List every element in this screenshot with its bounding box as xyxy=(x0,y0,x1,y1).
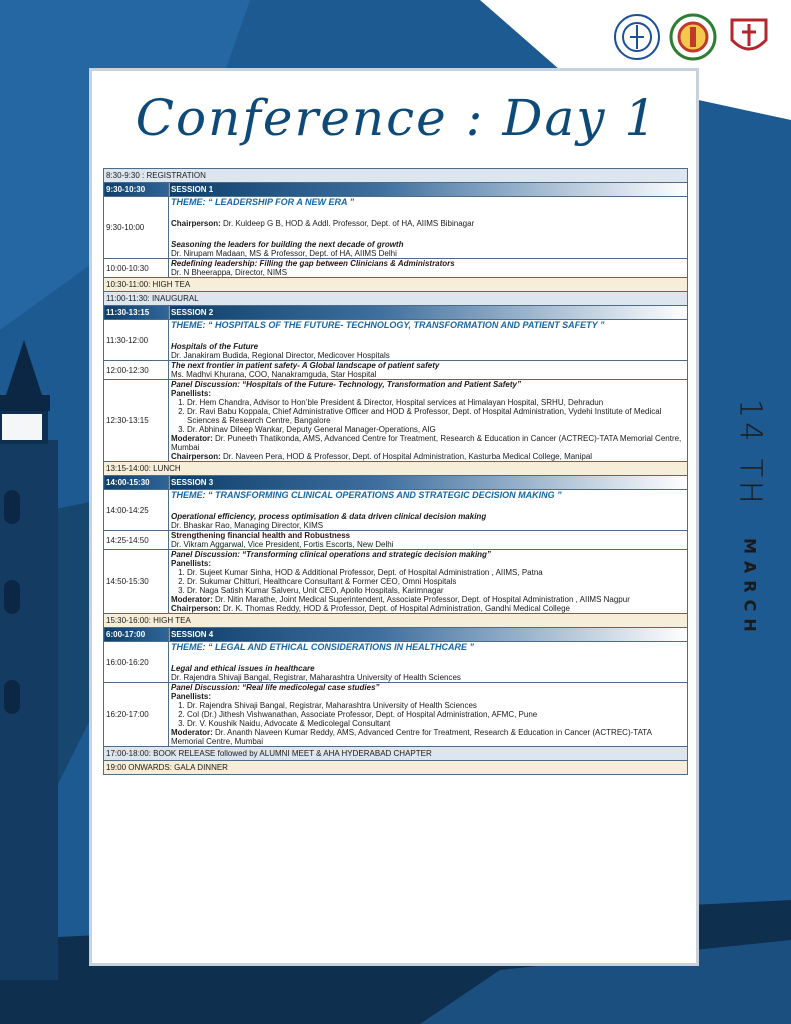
session-3-talk-2: 14:25-14:50 Strengthening financial health and Robustness Dr. Vikram Aggarwal, Vice President, Fortis Escorts, New Delhi xyxy=(104,531,688,550)
session-3-theme: THEME: “ TRANSFORMING CLINICAL OPERATIONS AND STRATEGIC DECISION MAKING ” xyxy=(171,490,562,500)
panellist-list: 1. Dr. Sujeet Kumar Sinha, HOD & Additional Professor, Dept. of Hospital Administration , AIIMS, Patna 2. Dr. Sukumar Chitturi, Healthcare Consultant & Former CEO, Omni Hospitals 3. Dr. Naga Satish Kumar Salveru, Unit CEO, Apollo Hospitals, Karimnagar xyxy=(171,568,685,595)
session-4-theme: THEME: “ LEGAL AND ETHICAL CONSIDERATIONS IN HEALTHCARE ” xyxy=(171,642,475,652)
panellist-list: 1. Dr. Hem Chandra, Advisor to Hon’ble President & Director, Hospital services at Himalayan Hospital, SRHU, Dehradun 2. Dr. Ravi Babu Koppala, Chief Administrative Officer and HOD & Professor, Dept. of Hospital Administration, Vydehi Institute of Medical Sciences & Research Centre, Bangalore 3. Dr. Abhinav Dileep Wankar, Deputy General Manager-Operations, AIG xyxy=(171,398,685,434)
session-1-theme: THEME: “ LEADERSHIP FOR A NEW ERA ” xyxy=(171,197,355,207)
inaugural-row: 11:00-11:30: INAUGURAL xyxy=(104,292,688,306)
session-4-panel: 16:20-17:00 Panel Discussion: “Real life medicolegal case studies” Panellists: 1. Dr. Rajendra Shivaji Bangal, Registrar, Maharashtra University of Health Sciences 2. Col (Dr.) Jithesh Vishwanathan, Associate Professor, Dept. of Hospital Administration, AFMC, Pune 3. Dr. V. Koushik Naidu, Advocate & Medicolegal Consultant Moderator: Dr. Ananth Naveen Kumar Reddy, AMS, Advanced Centre for Treatment, Research & Education in Cancer (ACTREC)-TATA Memorial Centre, Mumbai xyxy=(104,683,688,747)
association-emblem-icon xyxy=(668,12,718,62)
session-2-theme: THEME: “ HOSPITALS OF THE FUTURE- TECHNOLOGY, TRANSFORMATION AND PATIENT SAFETY ” xyxy=(171,320,605,330)
session-2-talk-2: 12:00-12:30 The next frontier in patient safety- A Global landscape of patient safety Ms. Madhvi Khurana, COO, Nanakramguda, Star Hospital xyxy=(104,361,688,380)
date-day: 14 TH xyxy=(732,398,768,508)
session-2-talk-1: 11:30-12:00 THEME: “ HOSPITALS OF THE FUTURE- TECHNOLOGY, TRANSFORMATION AND PATIENT SAFETY ” Hospitals of the Future Dr. Janakiram Budida, Regional Director, Medicover Hospitals xyxy=(104,320,688,361)
lunch-row: 13:15-14:00: LUNCH xyxy=(104,462,688,476)
logo-strip xyxy=(612,12,782,66)
session-3-panel: 14:50-15:30 Panel Discussion: “Transforming clinical operations and strategic decision making” Panellists: 1. Dr. Sujeet Kumar Sinha, HOD & Additional Professor, Dept. of Hospital Administration , AIIMS, Patna 2. Dr. Sukumar Chitturi, Healthcare Consultant & Former CEO, Omni Hospitals 3. Dr. Naga Satish Kumar Salveru, Unit CEO, Apollo Hospitals, Karimnagar Moderator: Dr. Nitin Marathe, Joint Medical Superintendent, Associate Professor, Dept. of Hospital Administration , AIIMS Nagpur Chairperson: Dr. K. Thomas Reddy, HOD & Professor, Dept. of Hospital Administration, Gandhi Medical College xyxy=(104,550,688,614)
gala-dinner-row: 19:00 ONWARDS: GALA DINNER xyxy=(104,761,688,775)
high-tea-row: 15:30-16:00: HIGH TEA xyxy=(104,614,688,628)
session-4-talk-1: 16:00-16:20 THEME: “ LEGAL AND ETHICAL CONSIDERATIONS IN HEALTHCARE ” Legal and ethical issues in healthcare Dr. Rajendra Shivaji Bangal, Registrar, Maharashtra University of Health Sciences xyxy=(104,642,688,683)
panellist-list: 1. Dr. Rajendra Shivaji Bangal, Registrar, Maharashtra University of Health Sciences 2. Col (Dr.) Jithesh Vishwanathan, Associate Professor, Dept. of Hospital Administration, AFMC, Pune 3. Dr. V. Koushik Naidu, Advocate & Medicolegal Consultant xyxy=(171,701,685,728)
agenda-table xyxy=(103,168,688,775)
side-date xyxy=(728,398,772,639)
book-release-row: 17:00-18:00: BOOK RELEASE followed by ALUMNI MEET & AHA HYDERABAD CHAPTER xyxy=(104,747,688,761)
registration-row: 8:30-9:30 : REGISTRATION xyxy=(104,169,688,183)
session-2-header: 11:30-13:15 SESSION 2 xyxy=(104,306,688,320)
session-3-header: 14:00-15:30 SESSION 3 xyxy=(104,476,688,490)
medical-college-crest-icon xyxy=(724,12,774,62)
session-4-header: 6:00-17:00 SESSION 4 xyxy=(104,628,688,642)
page-title: Conference : Day 1 xyxy=(135,89,659,147)
session-2-panel: 12:30-13:15 Panel Discussion: “Hospitals of the Future- Technology, Transformation and Patient Safety” Panellists: 1. Dr. Hem Chandra, Advisor to Hon’ble President & Director, Hospital services at Himalayan Hospital, SRHU, Dehradun 2. Dr. Ravi Babu Koppala, Chief Administrative Officer and HOD & Professor, Dept. of Hospital Administration, Vydehi Institute of Medical Sciences & Research Centre, Bangalore 3. Dr. Abhinav Dileep Wankar, Deputy General Manager-Operations, AIG Moderator: Dr. Puneeth Thatikonda, AMS, Advanced Centre for Treatment, Research & Education in Cancer (ACTREC)-TATA Memorial Centre, Mumbai Chairperson: Dr. Naveen Pera, HOD & Professor, Dept. of Hospital Administration, Kasturba Medical College, Manipal xyxy=(104,380,688,462)
date-month: MARCH xyxy=(740,538,760,639)
high-tea-row: 10:30-11:00: HIGH TEA xyxy=(104,278,688,292)
session-1-talk-2: 10:00-10:30 Redefining leadership: Filling the gap between Clinicians & Administrators Dr. N Bheerappa, Director, NIMS xyxy=(104,259,688,278)
university-seal-icon xyxy=(612,12,662,62)
session-1-talk-1: 9:30-10:00 THEME: “ LEADERSHIP FOR A NEW ERA ” Chairperson: Dr. Kuldeep G B, HOD & Addl. Professor, Dept. of HA, AIIMS Bibinagar Seasoning the leaders for building the next decade of growth Dr. Nirupam Madaan, MS & Professor, Dept. of HA, AIIMS Delhi xyxy=(104,197,688,259)
session-3-talk-1: 14:00-14:25 THEME: “ TRANSFORMING CLINICAL OPERATIONS AND STRATEGIC DECISION MAKING ” Operational efficiency, process optimisation & data driven clinical decision making Dr. Bhaskar Rao, Managing Director, KIMS xyxy=(104,490,688,531)
session-1-header: 9:30-10:30 SESSION 1 xyxy=(104,183,688,197)
